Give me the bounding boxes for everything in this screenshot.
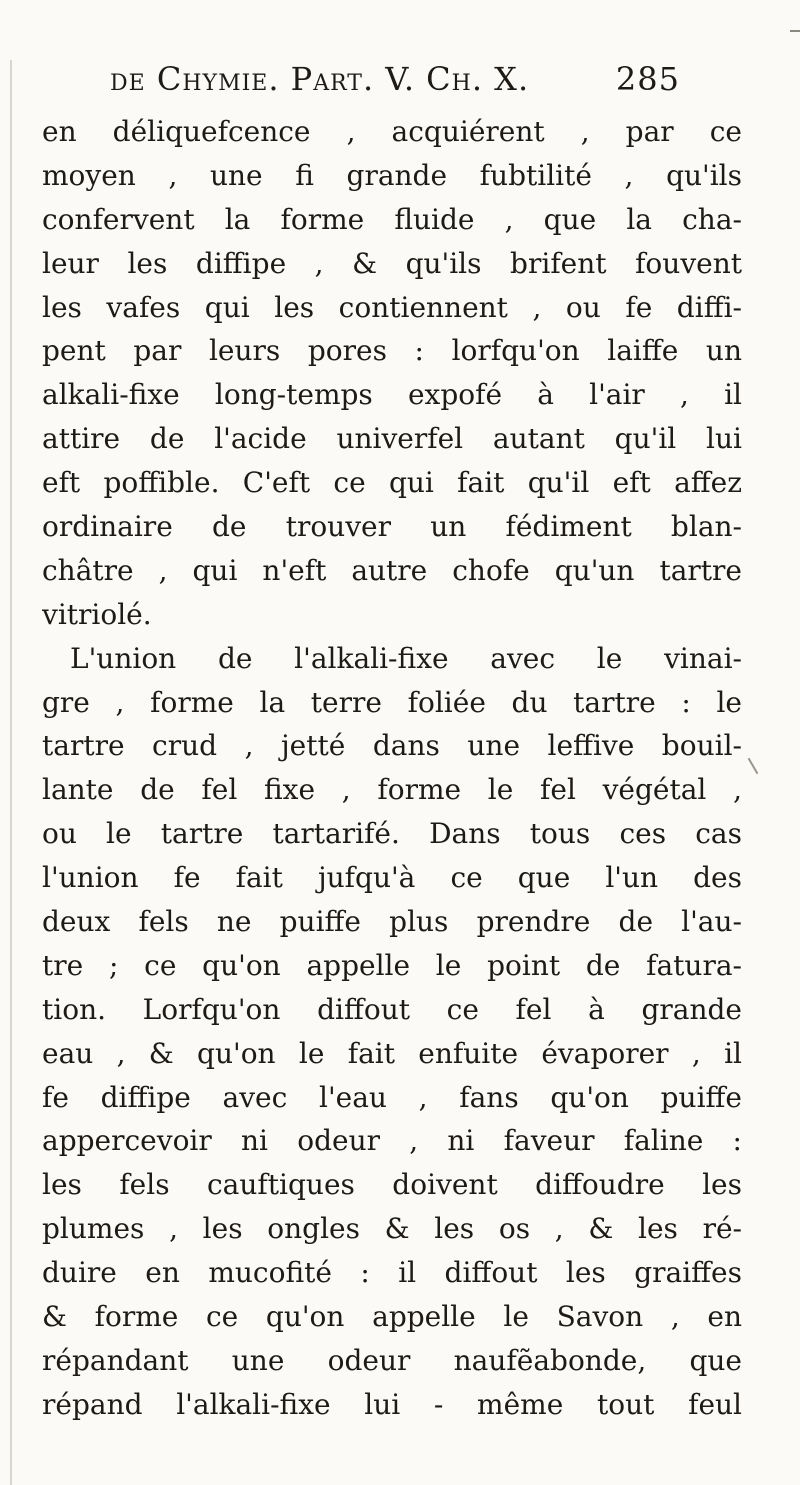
text-line: vitriolé. (42, 597, 152, 631)
margin-mark (748, 758, 759, 775)
page-number: 285 (615, 60, 680, 98)
text-line: les fels cauftiques doivent diffoudre les (42, 1168, 742, 1202)
text-line: pent par leurs pores : lorfqu'on laiffe un (42, 334, 742, 368)
text-line: ou le tartre tartarifé. Dans tous ces cas (42, 817, 742, 851)
corner-mark (790, 30, 800, 32)
text-line: duire en mucofité : il diffout les graiffes (42, 1256, 742, 1290)
text-line: leur les diffipe , & qu'ils brifent fouvent (42, 246, 742, 280)
text-line: tartre crud , jetté dans une leffive bouil- (42, 729, 742, 763)
text-line: eau , & qu'on le fait enfuite évaporer , il (42, 1036, 742, 1070)
running-header (110, 60, 680, 108)
text-line: en déliquefcence , acquiérent , par ce (42, 115, 742, 148)
text-line: eft poffible. C'eft ce qui fait qu'il eft affez (42, 466, 742, 500)
text-line: confervent la forme fluide , que la cha- (42, 202, 742, 236)
text-line: & forme ce qu'on appelle le Savon , en (42, 1300, 742, 1334)
text-line: les vafes qui les contiennent , ou fe diffi- (42, 290, 742, 324)
text-line: plumes , les ongles & les os , & les ré- (42, 1212, 742, 1246)
running-title: de Chymie. Part. V. Ch. X. (110, 60, 530, 98)
text-line: deux fels ne puiffe plus prendre de l'au- (42, 905, 742, 939)
text-line: fe diffipe avec l'eau , fans qu'on puiffe (42, 1080, 742, 1114)
text-line: ordinaire de trouver un fédiment blan- (42, 510, 742, 544)
text-line: alkali-fixe long-temps expofé à l'air , il (42, 378, 742, 412)
text-line: tion. Lorfqu'on diffout ce fel à grande (42, 992, 742, 1026)
text-line: châtre , qui n'eft autre chofe qu'un tartre (42, 553, 742, 587)
text-line: répand l'alkali-fixe lui - même tout feul (42, 1387, 742, 1421)
text-line: appercevoir ni odeur , ni faveur faline : (42, 1124, 742, 1158)
text-line: répandant une odeur naufẽabonde, que (42, 1343, 742, 1377)
text-line: moyen , une fi grande fubtilité , qu'ils (42, 158, 742, 192)
page-edge-shadow (10, 60, 12, 1485)
text-line: attire de l'acide univerfel autant qu'il lui (42, 422, 742, 456)
text-line: tre ; ce qu'on appelle le point de fatura- (42, 948, 742, 982)
text-line: gre , forme la terre foliée du tartre : le (42, 685, 742, 719)
body-text (42, 110, 742, 1427)
text-line: l'union fe fait jufqu'à ce que l'un des (42, 861, 742, 895)
text-line: lante de fel fixe , forme le fel végétal , (42, 773, 742, 807)
text-line: L'union de l'alkali-fixe avec le vinai- (70, 641, 742, 675)
